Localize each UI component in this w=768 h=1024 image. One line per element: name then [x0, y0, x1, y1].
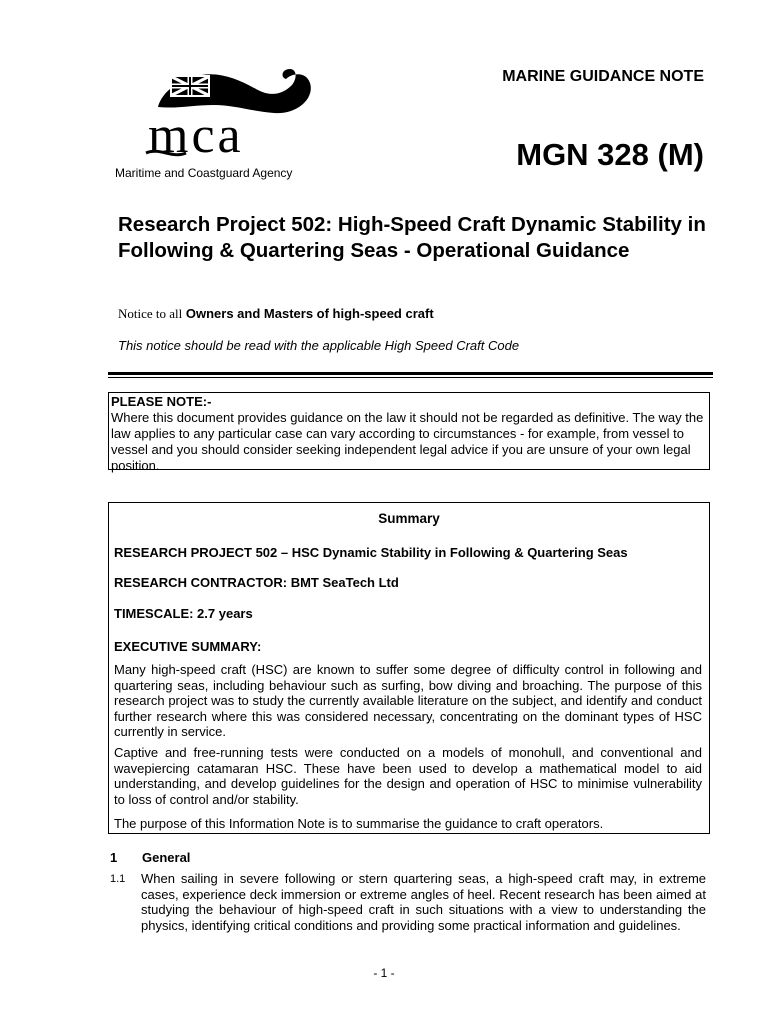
mca-logo [110, 55, 350, 195]
document-title: Research Project 502: High-Speed Craft Dynamic Stability in Following & Quartering Seas - Operational Guidance [118, 213, 706, 262]
executive-summary-para-1: Many high-speed craft (HSC) are known to suffer some degree of difficulty control in following and quartering seas, including behaviour such as surfing, bow diving and broaching. The purpose of this research project was to study the currently available literature on the subject, and identify and conduct further research where this was considered necessary, concentrating on the dominant types of HSC currently in service. [114, 662, 702, 740]
notice-audience: Owners and Masters of high-speed craft [185, 306, 434, 321]
agency-name: Maritime and Coastguard Agency [115, 166, 293, 180]
document-code: MGN 328 (M) [516, 137, 704, 172]
summary-box [108, 502, 710, 834]
logo-letters: mca [148, 107, 244, 164]
please-note-box [108, 392, 710, 473]
paragraph-text: When sailing in severe following or stern quartering seas, a high-speed craft may, in extreme cases, experience deck immersion or extreme angles of heel. Recent research has been aimed at studying the behaviour of high-speed craft in such situations with a view to understanding the physics, identifying critical conditions and providing some practical information and guidelines. [141, 871, 706, 933]
summary-heading: Summary [378, 511, 440, 526]
executive-summary-para-2: Captive and free-running tests were conducted on a models of monohull, and conventional and wavepiercing catamaran HSC. These have been used to develop a mathematical model to aid understanding, and develop guidelines for the design and operation of HSC to minimise vulnerability to loss of control and/or stability. [114, 745, 702, 807]
section-number: 1 [110, 850, 118, 865]
summary-timescale: TIMESCALE: 2.7 years [114, 606, 253, 621]
read-with-note: This notice should be read with the applicable High Speed Craft Code [118, 338, 520, 353]
guidance-label: MARINE GUIDANCE NOTE [502, 68, 704, 85]
please-note-body: Where this document provides guidance on the law it should not be regarded as definitive. The way the law applies to any particular case can vary according to circumstances - for example, from vessel to vessel and you should consider seeking independent legal advice if you are unsure of your own legal position. [111, 410, 704, 473]
notice-prefix: Notice to all [118, 306, 183, 321]
please-note-heading: PLEASE NOTE:- [111, 394, 212, 409]
page-number: - 1 - [373, 966, 395, 980]
executive-summary-heading: EXECUTIVE SUMMARY: [114, 639, 262, 654]
divider [108, 377, 713, 378]
executive-summary-para-3: The purpose of this Information Note is to summarise the guidance to craft operators. [114, 816, 604, 831]
summary-project: RESEARCH PROJECT 502 – HSC Dynamic Stability in Following & Quartering Seas [114, 545, 628, 560]
section-heading [110, 850, 190, 865]
section-title: General [142, 850, 191, 865]
paragraph-number: 1.1 [110, 873, 126, 885]
divider [108, 372, 713, 375]
notice-line [118, 306, 434, 322]
summary-contractor: RESEARCH CONTRACTOR: BMT SeaTech Ltd [114, 575, 399, 590]
